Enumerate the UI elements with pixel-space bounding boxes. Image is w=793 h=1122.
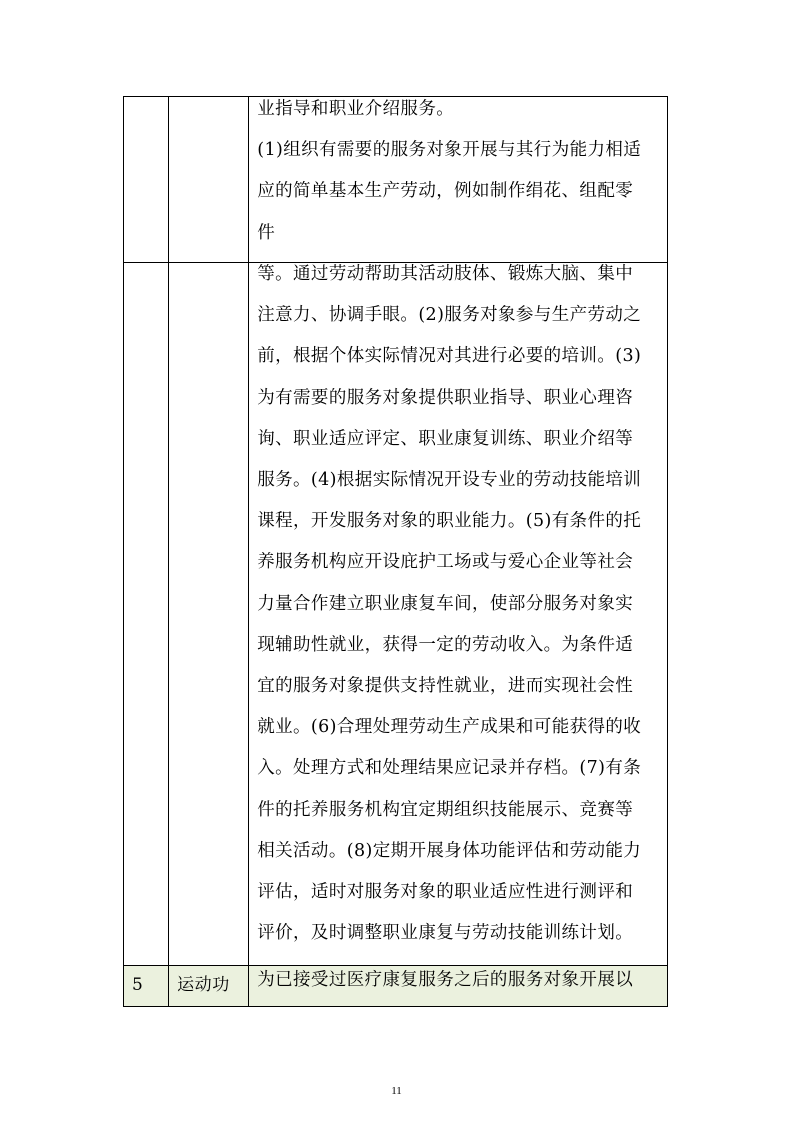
text-line: 件 [257, 222, 276, 243]
text-line: 服务。(4)根据实际情况开设专业的劳动技能培训 [257, 470, 642, 491]
table-row [124, 966, 668, 1007]
item-cell [169, 263, 249, 966]
text-line: 就业。(6)合理处理劳动生产成果和可能获得的收 [257, 717, 642, 738]
text-line: 相关活动。(8)定期开展身体功能评估和劳动能力 [257, 840, 642, 861]
content-cell [249, 97, 668, 263]
content-text [249, 89, 667, 254]
page-number: 11 [391, 1085, 402, 1097]
text-line: 注意力、协调手眼。(2)服务对象参与生产劳动之 [257, 305, 642, 326]
item-cell [169, 97, 249, 263]
text-line: 宜的服务对象提供支持性就业，进而实现社会性 [257, 676, 634, 697]
item-name: 运动功 [177, 975, 230, 995]
service-table [123, 96, 668, 1007]
number-cell [124, 966, 169, 1007]
text-line: (1)组织有需要的服务对象开展与其行为能力相适 [257, 140, 642, 161]
text-line: 前，根据个体实际情况对其进行必要的培训。(3) [257, 346, 642, 367]
number-cell [124, 97, 169, 263]
text-line: 评估，适时对服务对象的职业适应性进行测评和 [257, 882, 634, 903]
text-line: 询、职业适应评定、职业康复训练、职业介绍等 [257, 428, 634, 449]
text-line: 评价，及时调整职业康复与劳动技能训练计划。 [257, 923, 634, 944]
content-cell [249, 263, 668, 966]
content-text: 为已接受过医疗康复服务之后的服务对象开展以 [257, 970, 634, 990]
text-line: 业指导和职业介绍服务。 [257, 99, 455, 119]
text-line: 力量合作建立职业康复车间，使部分服务对象实 [257, 593, 634, 614]
row-number: 5 [132, 975, 144, 995]
text-line: 件的托养服务机构宜定期组织技能展示、竞赛等 [257, 799, 634, 820]
content-text [249, 254, 667, 954]
text-line: 课程，开发服务对象的职业能力。(5)有条件的托 [257, 511, 642, 532]
item-cell [169, 966, 249, 1007]
text-line: 为有需要的服务对象提供职业指导、职业心理咨 [257, 387, 634, 408]
table-row [124, 97, 668, 263]
text-line: 养服务机构应开设庇护工场或与爱心企业等社会 [257, 552, 634, 573]
number-cell [124, 263, 169, 966]
text-line: 应的简单基本生产劳动，例如制作绢花、组配零 [257, 181, 634, 202]
table-row [124, 263, 668, 966]
text-line: 现辅助性就业，获得一定的劳动收入。为条件适 [257, 634, 634, 655]
text-line: 等。通过劳动帮助其活动肢体、锻炼大脑、集中 [257, 264, 634, 284]
text-line: 入。处理方式和处理结果应记录并存档。(7)有条 [257, 758, 642, 779]
content-cell [249, 966, 668, 1007]
